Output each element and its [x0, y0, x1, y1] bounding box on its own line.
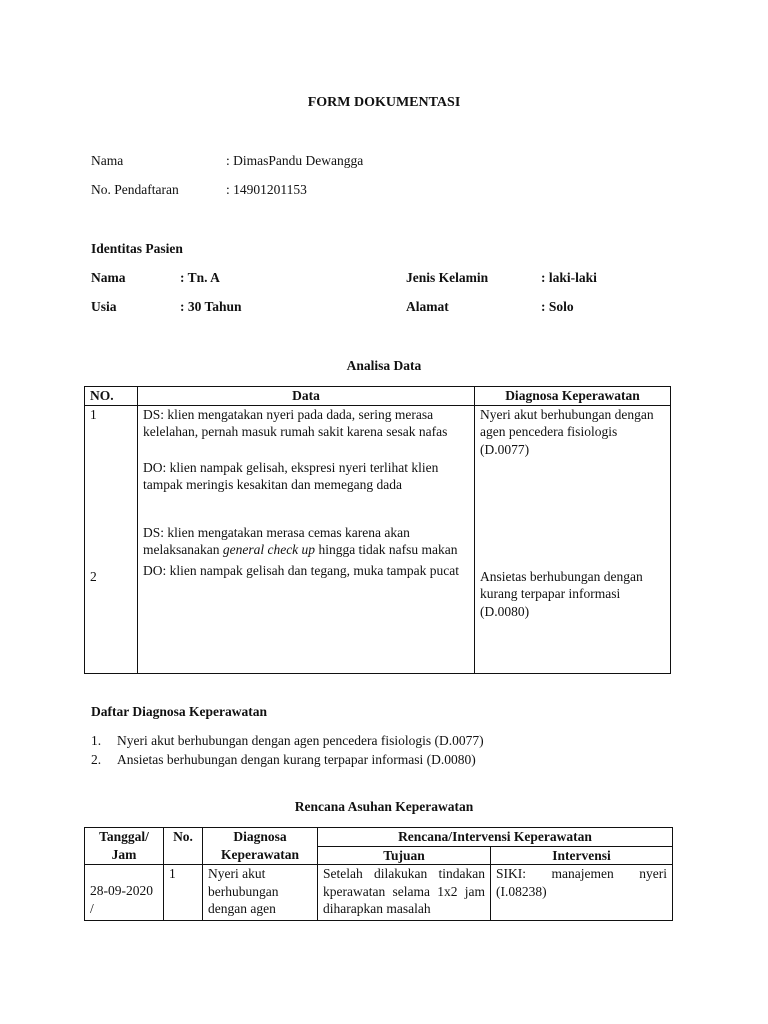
gender-value: : laki-laki — [541, 270, 597, 285]
col-diagnosa: Diagnosa Keperawatan — [475, 387, 671, 406]
analisa-heading: Analisa Data — [346, 358, 422, 373]
patient-name-label: Nama — [91, 270, 126, 285]
row-number-2: 2 — [90, 568, 97, 584]
list-text: Ansietas berhubungan dengan kurang terpapar informasi (D.0080) — [117, 752, 476, 767]
cell-diagnosa: Nyeri akut berhubungan dengan agen — [203, 865, 318, 921]
diagnosa-1: Nyeri akut berhubungan dengan agen pencedera fisiologis (D.0077) — [480, 406, 654, 457]
col-diagnosa: Diagnosa Keperawatan — [203, 828, 318, 865]
gender-label: Jenis Kelamin — [406, 270, 489, 285]
col-no: NO. — [85, 387, 138, 406]
student-name-label: Nama — [91, 153, 124, 168]
patient-heading: Identitas Pasien — [91, 241, 183, 256]
age-value: : 30 Tahun — [180, 299, 242, 314]
list-number: 1. — [91, 733, 102, 748]
col-rencana: Rencana/Intervensi Keperawatan — [318, 828, 673, 847]
cell-intervensi: SIKI: manajemen nyeri (I.08238) — [491, 865, 673, 921]
list-number: 2. — [91, 752, 102, 767]
ds-2-emphasis: general check up — [222, 542, 316, 557]
list-text: Nyeri akut berhubungan dengan agen pencedera fisiologis (D.0077) — [117, 733, 484, 748]
daftar-heading: Daftar Diagnosa Keperawatan — [91, 704, 267, 719]
age-label: Usia — [91, 299, 117, 314]
registration-value: : 14901201153 — [226, 182, 307, 197]
rencana-table — [84, 827, 673, 921]
ds-2-part-a: DS: klien mengatakan merasa cemas karena akan melaksanakan — [143, 524, 410, 557]
registration-label: No. Pendaftaran — [91, 182, 179, 197]
col-tanggal: Tanggal/ Jam — [85, 828, 164, 865]
do-2: DO: klien nampak gelisah dan tegang, muka tampak pucat — [143, 562, 460, 578]
list-item — [91, 751, 484, 768]
address-label: Alamat — [406, 299, 449, 314]
ds-1: DS: klien mengatakan nyeri pada dada, sering merasa kelelahan, pernah masuk rumah sakit karena sesak nafas — [143, 406, 448, 439]
row-number-1: 1 — [90, 406, 97, 422]
cell-tujuan: Setelah dilakukan tindakan kperawatan selama 1x2 jam diharapkan masalah — [318, 865, 491, 921]
ds-2-part-b: hingga tidak nafsu makan — [315, 542, 458, 557]
cell-tanggal: 28-09-2020 / — [85, 865, 164, 921]
patient-name-value: : Tn. A — [180, 270, 220, 285]
ds-2 — [143, 524, 469, 559]
cell-no: 1 — [164, 865, 203, 921]
do-1: DO: klien nampak gelisah, ekspresi nyeri terlihat klien tampak meringis kesakitan dan memegang dada — [143, 459, 439, 492]
address-value: : Solo — [541, 299, 574, 314]
form-title: FORM DOKUMENTASI — [307, 95, 461, 110]
col-data: Data — [138, 387, 475, 406]
diagnosa-list — [91, 732, 484, 768]
col-tujuan: Tujuan — [318, 846, 491, 865]
list-item — [91, 732, 484, 749]
student-name-value: : DimasPandu Dewangga — [226, 153, 364, 168]
diagnosa-2: Ansietas berhubungan dengan kurang terpapar informasi (D.0080) — [480, 568, 643, 619]
rencana-heading: Rencana Asuhan Keperawatan — [294, 799, 474, 814]
analisa-table — [84, 386, 671, 674]
col-intervensi: Intervensi — [491, 846, 673, 865]
col-no: No. — [164, 828, 203, 865]
